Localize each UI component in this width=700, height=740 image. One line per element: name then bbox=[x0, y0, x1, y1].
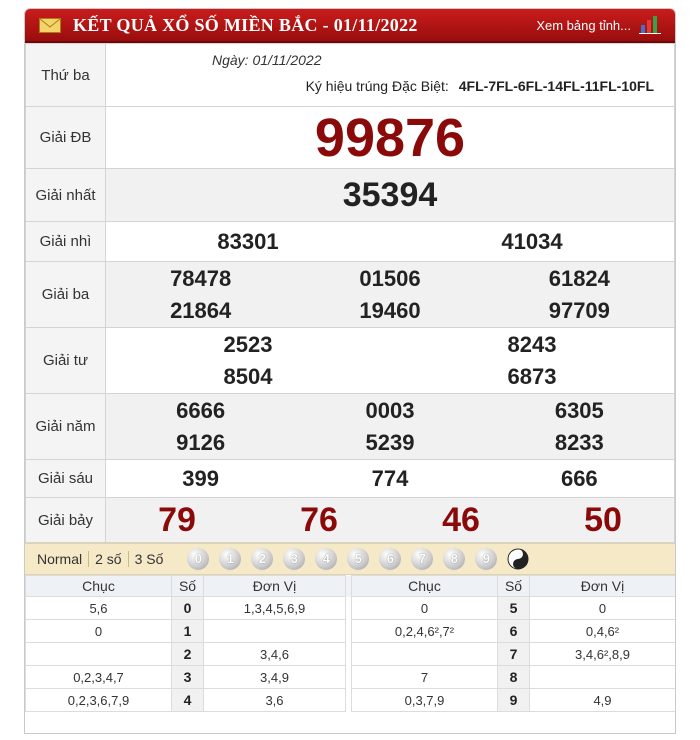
filter-bar bbox=[25, 543, 675, 575]
loto-row bbox=[26, 620, 676, 643]
digit-7-button[interactable]: 7 bbox=[411, 548, 433, 570]
prize-number: 61824 bbox=[548, 265, 610, 291]
loto-row bbox=[26, 643, 676, 666]
loto-digit: 1 bbox=[172, 620, 204, 643]
loto-row bbox=[26, 666, 676, 689]
special-code-value: 4FL-7FL-6FL-14FL-11FL-10FL bbox=[458, 78, 654, 94]
col-header: Số bbox=[172, 576, 204, 597]
loto-digit: 5 bbox=[498, 597, 530, 620]
filter-normal-button[interactable]: Normal bbox=[31, 551, 89, 567]
info-row bbox=[26, 44, 675, 107]
filter-2-digit-button[interactable]: 2 số bbox=[89, 551, 128, 567]
prize-row-seventh bbox=[26, 498, 675, 543]
loto-tens: 0 bbox=[26, 620, 172, 643]
prize-row-third bbox=[26, 262, 675, 328]
loto-header-row bbox=[26, 576, 676, 597]
results-panel bbox=[24, 8, 676, 734]
loto-tens: 7 bbox=[352, 666, 498, 689]
digit-6-button[interactable]: 6 bbox=[379, 548, 401, 570]
prize-number: 46 bbox=[442, 501, 480, 539]
prize-label: Giải năm bbox=[26, 394, 106, 460]
prize-number: 6873 bbox=[507, 363, 557, 389]
prize-row-fifth bbox=[26, 394, 675, 460]
loto-units: 0,4,6² bbox=[530, 620, 676, 643]
digit-2-button[interactable]: 2 bbox=[251, 548, 273, 570]
prize-number: 9126 bbox=[176, 429, 226, 455]
loto-tens bbox=[352, 643, 498, 666]
prize-row-special bbox=[26, 107, 675, 169]
prize-number: 6666 bbox=[176, 397, 226, 423]
digit-1-button[interactable]: 1 bbox=[219, 548, 241, 570]
loto-units: 3,4,6 bbox=[204, 643, 346, 666]
digit-5-button[interactable]: 5 bbox=[347, 548, 369, 570]
prize-number: 399 bbox=[182, 465, 220, 491]
loto-digit: 7 bbox=[498, 643, 530, 666]
col-header: Đơn Vị bbox=[204, 576, 346, 597]
loto-digit: 3 bbox=[172, 666, 204, 689]
draw-date: Ngày: 01/11/2022 bbox=[212, 52, 322, 68]
results-header bbox=[25, 9, 675, 43]
loto-tens: 0,2,3,4,7 bbox=[26, 666, 172, 689]
prize-label: Giải bảy bbox=[26, 498, 106, 543]
loto-units bbox=[204, 620, 346, 643]
digit-9-button[interactable]: 9 bbox=[475, 548, 497, 570]
yin-yang-icon[interactable] bbox=[507, 548, 529, 570]
draw-info bbox=[106, 44, 675, 107]
loto-tens: 0,2,4,6²,7² bbox=[352, 620, 498, 643]
loto-units: 3,4,6²,8,9 bbox=[530, 643, 676, 666]
view-provinces-link[interactable]: Xem bảng tỉnh... bbox=[536, 18, 631, 33]
loto-digit: 4 bbox=[172, 689, 204, 712]
prize-number: 0003 bbox=[365, 397, 415, 423]
prize-number: 8243 bbox=[507, 331, 557, 357]
prize-number: 97709 bbox=[548, 297, 610, 323]
prize-label: Giải nhất bbox=[26, 169, 106, 222]
digit-0-button[interactable]: 0 bbox=[187, 548, 209, 570]
results-table bbox=[25, 43, 675, 543]
prize-row-fourth bbox=[26, 328, 675, 394]
prize-row-second bbox=[26, 222, 675, 262]
special-prize-number: 99876 bbox=[314, 107, 466, 168]
col-header: Chục bbox=[26, 576, 172, 597]
prize-number: 8233 bbox=[554, 429, 604, 455]
bar-chart-icon[interactable] bbox=[639, 14, 661, 34]
loto-tens: 0 bbox=[352, 597, 498, 620]
prize-row-first bbox=[26, 169, 675, 222]
filter-3-digit-button[interactable]: 3 Số bbox=[134, 551, 164, 567]
loto-units: 3,4,9 bbox=[204, 666, 346, 689]
loto-digit: 6 bbox=[498, 620, 530, 643]
page-title: KẾT QUẢ XỔ SỐ MIỀN BẮC - 01/11/2022 bbox=[73, 14, 418, 35]
loto-tens: 5,6 bbox=[26, 597, 172, 620]
digit-buttons bbox=[187, 548, 529, 570]
col-header: Số bbox=[498, 576, 530, 597]
prize-number: 19460 bbox=[359, 297, 421, 323]
loto-digit: 0 bbox=[172, 597, 204, 620]
prize-number: 50 bbox=[584, 501, 622, 539]
prize-label: Giải ba bbox=[26, 262, 106, 328]
loto-tens: 0,2,3,6,7,9 bbox=[26, 689, 172, 712]
col-header: Đơn Vị bbox=[530, 576, 676, 597]
loto-digit: 8 bbox=[498, 666, 530, 689]
loto-units: 3,6 bbox=[204, 689, 346, 712]
weekday-label: Thứ ba bbox=[26, 44, 106, 107]
digit-4-button[interactable]: 4 bbox=[315, 548, 337, 570]
prize-number: 76 bbox=[300, 501, 338, 539]
loto-digit: 2 bbox=[172, 643, 204, 666]
loto-units: 0 bbox=[530, 597, 676, 620]
digit-3-button[interactable]: 3 bbox=[283, 548, 305, 570]
first-prize-number: 35394 bbox=[342, 176, 438, 214]
prize-label: Giải nhì bbox=[26, 222, 106, 262]
prize-number: 01506 bbox=[359, 265, 421, 291]
loto-tens bbox=[26, 643, 172, 666]
prize-label: Giải sáu bbox=[26, 460, 106, 498]
digit-8-button[interactable]: 8 bbox=[443, 548, 465, 570]
loto-table bbox=[25, 575, 676, 712]
prize-number: 5239 bbox=[365, 429, 415, 455]
prize-number: 2523 bbox=[223, 331, 273, 357]
prize-number: 774 bbox=[371, 465, 409, 491]
prize-row-sixth bbox=[26, 460, 675, 498]
loto-row bbox=[26, 597, 676, 620]
loto-units: 4,9 bbox=[530, 689, 676, 712]
prize-number: 83301 bbox=[217, 228, 279, 254]
prize-number: 666 bbox=[560, 465, 598, 491]
prize-number: 21864 bbox=[170, 297, 232, 323]
prize-number: 41034 bbox=[501, 228, 563, 254]
loto-tens: 0,3,7,9 bbox=[352, 689, 498, 712]
prize-number: 78478 bbox=[170, 265, 232, 291]
prize-number: 79 bbox=[158, 501, 196, 539]
prize-label: Giải tư bbox=[26, 328, 106, 394]
special-code bbox=[306, 78, 654, 94]
col-header: Chục bbox=[352, 576, 498, 597]
prize-number: 8504 bbox=[223, 363, 273, 389]
prize-label: Giải ĐB bbox=[26, 107, 106, 169]
loto-units: 1,3,4,5,6,9 bbox=[204, 597, 346, 620]
loto-row bbox=[26, 689, 676, 712]
loto-units bbox=[530, 666, 676, 689]
loto-digit: 9 bbox=[498, 689, 530, 712]
prize-number: 6305 bbox=[554, 397, 604, 423]
envelope-icon bbox=[39, 18, 61, 33]
special-code-label: Ký hiệu trúng Đặc Biệt: bbox=[305, 78, 449, 94]
